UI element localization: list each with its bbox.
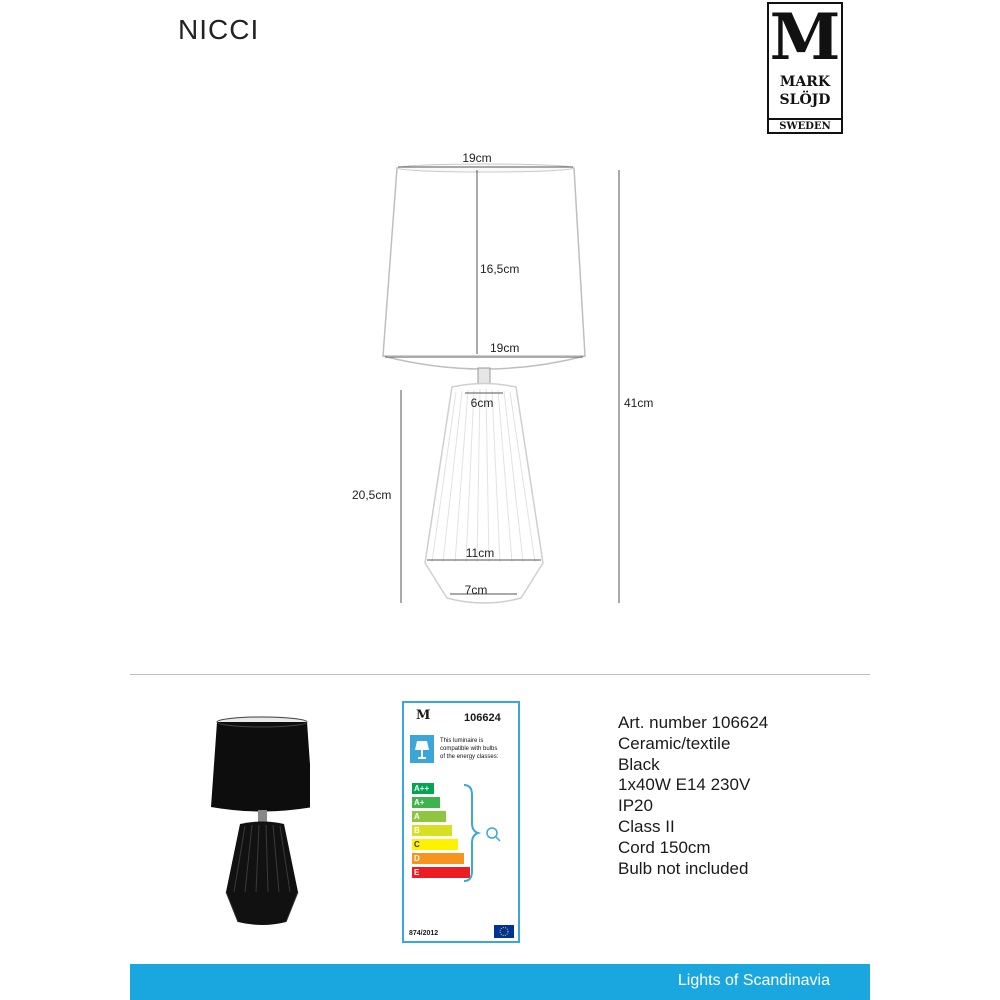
spec-material: Ceramic/textile — [618, 733, 731, 753]
shade-bottom-curve — [383, 356, 585, 369]
energy-label-article: 106624 — [464, 712, 501, 724]
energy-label-text-3: of the energy classes: — [440, 754, 499, 760]
energy-class-bar: D — [412, 853, 464, 864]
eu-flag-icon — [494, 925, 514, 938]
dim-foot-width: 7cm — [464, 583, 488, 597]
energy-class-bar: B — [412, 825, 452, 836]
dim-shade-top-width: 19cm — [462, 151, 492, 165]
bracket-bulb-icon — [462, 783, 512, 883]
energy-label-text-2: compatible with bulbs — [440, 746, 498, 752]
spec-article: Art. number 106624 — [618, 713, 769, 732]
spec-cord: Cord 150cm — [618, 837, 711, 857]
energy-label-text-1: This luminaire is — [440, 738, 484, 744]
brand-logo-line3: SWEDEN — [769, 118, 841, 132]
product-title: NICCI — [178, 14, 260, 45]
brand-logo-line2: SLÖJD — [779, 92, 831, 108]
energy-label — [402, 701, 520, 943]
spec-bulb-note: Bulb not included — [618, 858, 749, 878]
spec-class: Class II — [618, 816, 675, 836]
energy-label-logo: M — [416, 708, 431, 723]
energy-class-bar: A+ — [412, 797, 440, 808]
spec-color: Black — [618, 754, 660, 774]
energy-class-bar: E — [412, 867, 470, 878]
dim-base-height: 20,5cm — [352, 488, 392, 502]
spec-bulb: 1x40W E14 230V — [618, 775, 751, 795]
dim-shade-height: 16,5cm — [480, 262, 520, 276]
energy-label-regulation: 874/2012 — [409, 930, 439, 937]
spec-ip: IP20 — [618, 796, 653, 816]
product-photo — [210, 712, 310, 932]
shade-top-ellipse — [397, 164, 574, 172]
dim-neck-width: 6cm — [470, 396, 494, 410]
dim-shade-bottom-width: 19cm — [490, 341, 520, 355]
lamp-icon — [410, 735, 434, 763]
energy-class-bar: C — [412, 839, 458, 850]
energy-class-bar: A++ — [412, 783, 434, 794]
footer-tagline: Lights of Scandinavia — [677, 972, 830, 989]
energy-class-bar: A — [412, 811, 446, 822]
brand-logo-line1: MARK — [779, 74, 831, 90]
section-divider — [130, 674, 870, 675]
product-specs — [618, 713, 768, 879]
dim-base-width: 11cm — [465, 546, 495, 560]
brand-logo-initial: M — [769, 0, 841, 75]
footer-bar — [130, 964, 870, 1000]
dim-total-height: 41cm — [624, 396, 654, 410]
